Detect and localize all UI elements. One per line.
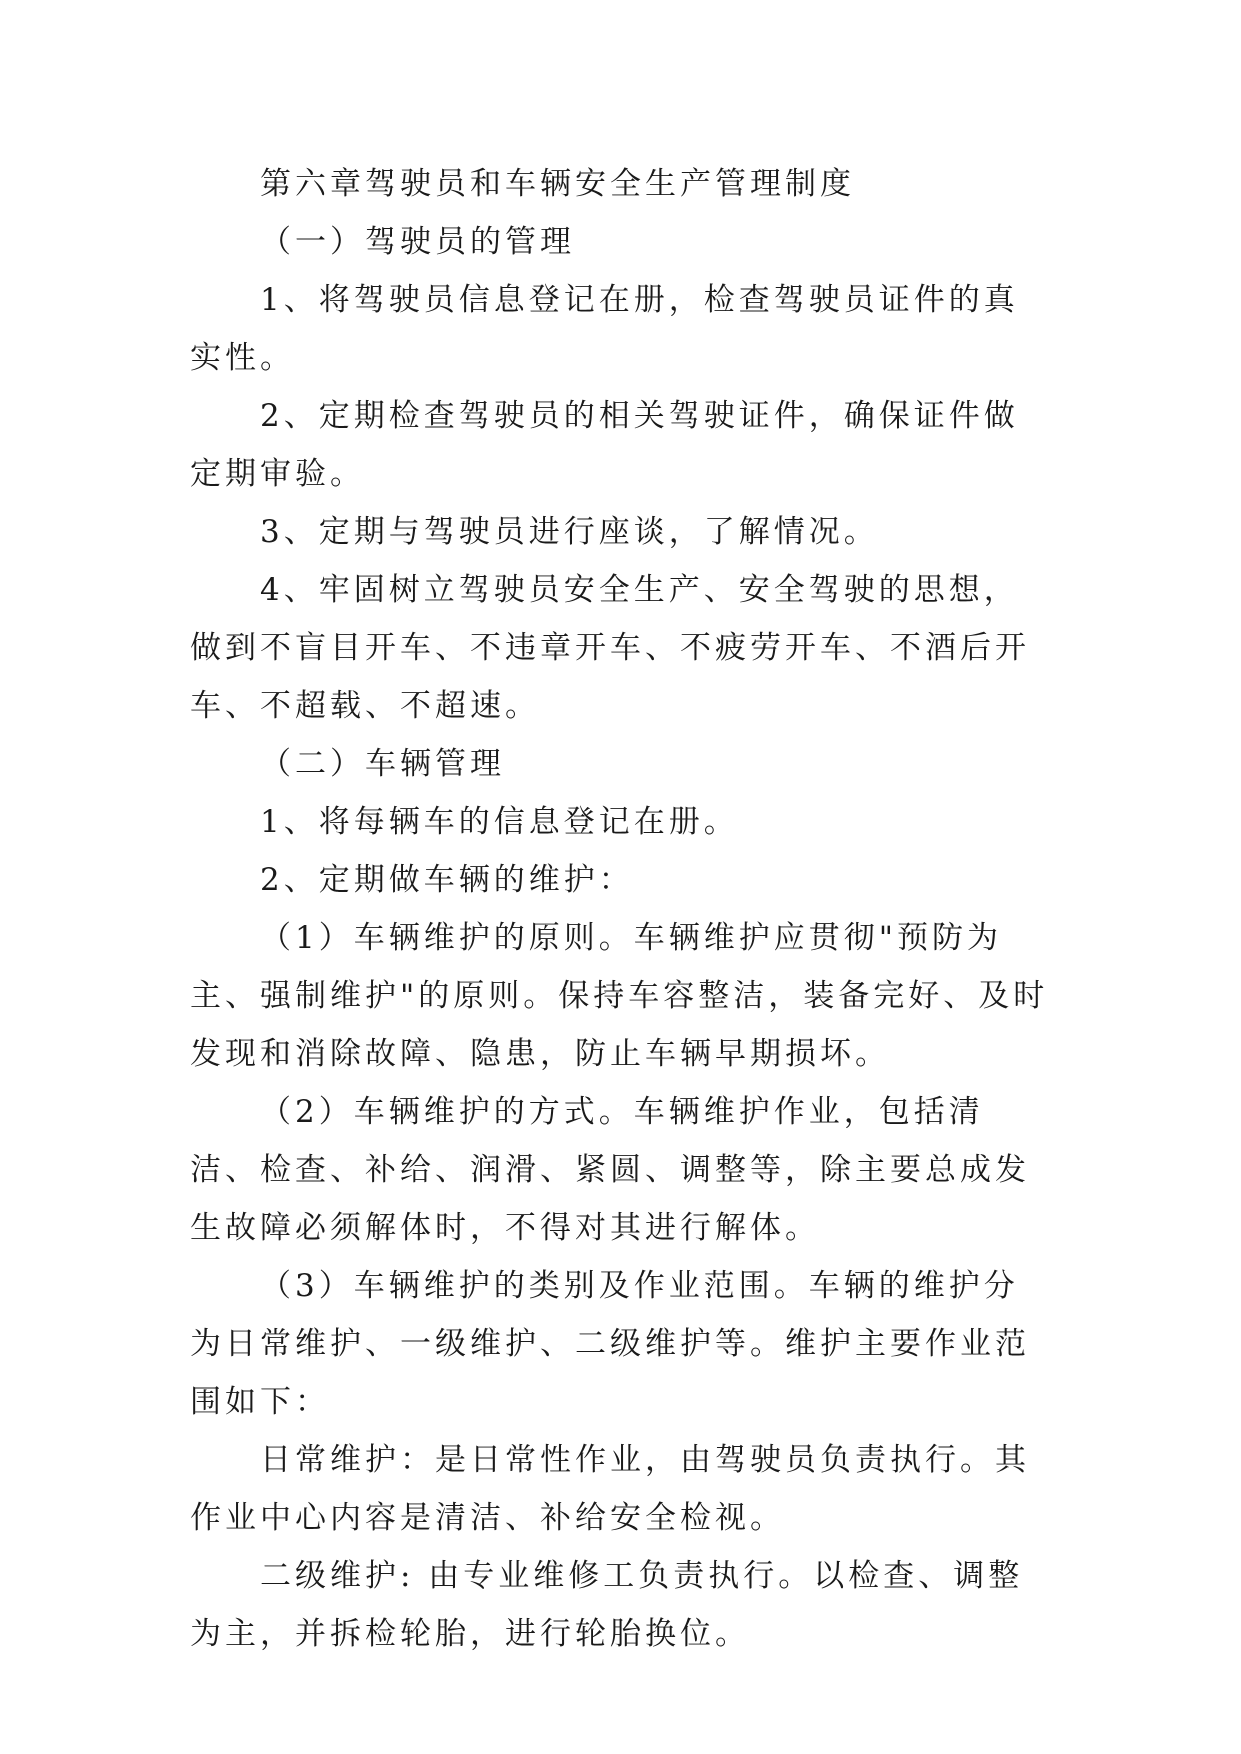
paragraph: 3、定期与驾驶员进行座谈，了解情况。 <box>260 514 879 550</box>
paragraph: （2）车辆维护的方式。车辆维护作业，包括清洁、检查、补给、润滑、紧圆、调整等，除主要总成发生故障必须解体时，不得对其进行解体。 <box>190 1094 1030 1246</box>
paragraph: （3）车辆维护的类别及作业范围。车辆的维护分为日常维护、一级维护、二级维护等。维护主要作业范围如下： <box>190 1268 1030 1420</box>
section-heading-vehicles: （二）车辆管理 <box>260 746 505 782</box>
paragraph: 4、牢固树立驾驶员安全生产、安全驾驶的思想，做到不盲目开车、不违章开车、不疲劳开车、不酒后开车、不超载、不超速。 <box>190 572 1030 724</box>
paragraph: 日常维护：是日常性作业，由驾驶员负责执行。其作业中心内容是清洁、补给安全检视。 <box>190 1442 1030 1536</box>
paragraph: 2、定期做车辆的维护： <box>260 862 634 898</box>
paragraph: 1、将驾驶员信息登记在册，检查驾驶员证件的真实性。 <box>190 282 1019 376</box>
paragraph: 2、定期检查驾驶员的相关驾驶证件，确保证件做定期审验。 <box>190 398 1019 492</box>
section-heading-drivers: （一）驾驶员的管理 <box>260 224 575 260</box>
paragraph: 1、将每辆车的信息登记在册。 <box>260 804 739 840</box>
paragraph: 二级维护: 由专业维修工负责执行。以检查、调整为主，并拆检轮胎，进行轮胎换位。 <box>190 1558 1024 1652</box>
chapter-title: 第六章驾驶员和车辆安全生产管理制度 <box>260 166 855 202</box>
paragraph: （1）车辆维护的原则。车辆维护应贯彻"预防为主、强制维护"的原则。保持车容整洁，装备完好、及时发现和消除故障、隐患，防止车辆早期损坏。 <box>190 920 1049 1072</box>
document-body <box>190 155 1050 1663</box>
